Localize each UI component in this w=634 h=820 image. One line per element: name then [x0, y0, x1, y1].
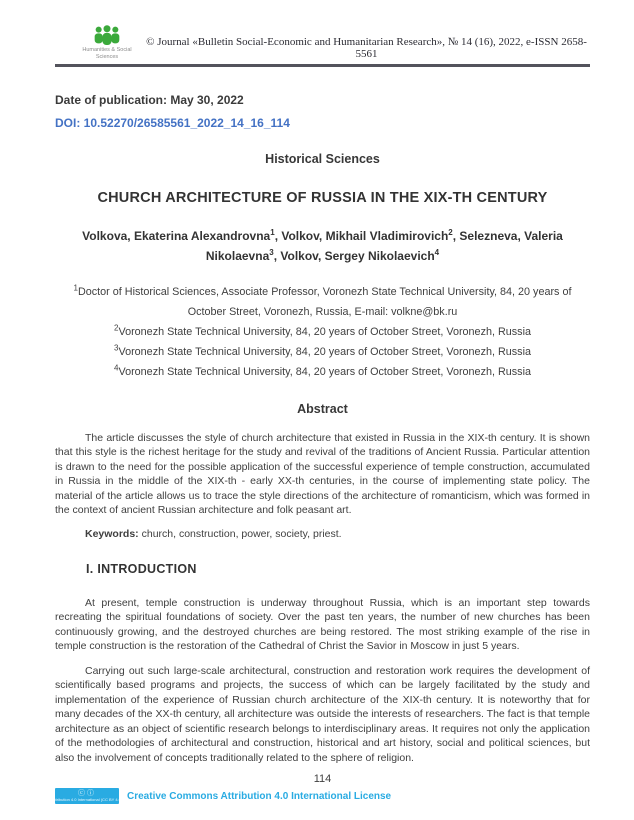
affiliation-text: Voronezh State Technical University, 84, 20 years of October Street, Voronezh, Russia	[118, 365, 531, 378]
affiliation-line	[55, 322, 590, 342]
creative-commons-badge-icon[interactable]	[51, 788, 123, 804]
author-name: Selezneva, Valeria Nikolaevna	[205, 228, 563, 263]
publication-date: Date of publication: May 30, 2022	[55, 92, 244, 107]
people-group-icon	[71, 24, 143, 46]
affiliation-line	[55, 282, 590, 322]
journal-title-line: © Journal «Bulletin Social-Economic and Humanitarian Research», № 14 (16), 2022, e-ISSN 2658-5561	[146, 35, 587, 60]
author-sup: 2	[448, 227, 453, 237]
cc-by-icons: ⓒⓘ	[78, 790, 96, 798]
author-name: Volkov, Sergey Nikolaevich	[280, 248, 435, 263]
cc-badge-caption: Attribution 4.0 International (CC BY 4.0)	[51, 797, 123, 803]
affiliations-block	[55, 282, 590, 382]
affiliation-text: Voronezh State Technical University, 84, 20 years of October Street, Voronezh, Russia	[118, 325, 531, 338]
doi-link[interactable]: DOI: 10.52270/26585561_2022_14_16_114	[55, 115, 290, 130]
author-name: Volkov, Mikhail Vladimirovich	[281, 228, 449, 243]
affiliation-text: Voronezh State Technical University, 84, 20 years of October Street, Voronezh, Russia	[118, 345, 531, 358]
journal-header	[55, 0, 590, 67]
affiliation-text: Doctor of Historical Sciences, Associate Professor, Voronezh State Technical University, 84, 20 years of October Street, Voronezh, Russia, E-mail: volkne@bk.ru	[77, 285, 572, 318]
author-sup: 3	[269, 247, 274, 257]
section-label: Historical Sciences	[265, 151, 380, 166]
logo-caption	[71, 47, 143, 61]
affiliation-line	[55, 342, 590, 362]
journal-logo	[71, 24, 143, 61]
license-link[interactable]: Creative Commons Attribution 4.0 International License	[127, 791, 392, 803]
logo-caption-line1: Humanities & Social	[82, 47, 132, 53]
introduction-paragraph: Carrying out such large-scale architectural, construction and restoration work requires the development of scientifically based programs and projects, the success of which can be largely facilitated by the study and implementation of the experience of Russian church architecture of the XIX-th century. It is noteworthy that for many decades of the XX-th century, all architecture was outside the interests of researchers. The fact is that temple architecture as an object of scientific research belongs to interdisciplinary areas. It requires not only the application of the methodologies of architectural and construction, historical and art history, social and political sciences, but also the involvement of concepts traditionally related to the sphere of religion.	[55, 664, 590, 764]
author-separator: ,	[452, 228, 460, 243]
author-separator: ,	[274, 228, 282, 243]
authors-line	[55, 226, 590, 266]
abstract-heading: Abstract	[297, 401, 348, 416]
license-row	[51, 788, 590, 804]
publication-meta	[55, 93, 590, 130]
logo-caption-line2: Sciences	[95, 53, 119, 60]
author-name: Volkova, Ekaterina Alexandrovna	[82, 228, 271, 243]
affiliation-line	[55, 362, 590, 382]
introduction-paragraph: At present, temple construction is underway throughout Russia, which is an important step towards recreating the spiritual foundations of society. Over the past ten years, the number of new churches has been continuously growing, and the destroyed churches are being restored. The most striking example of the rise in temple construction is the restoration of the Cathedral of Christ the Savior in Moscow in just 5 years.	[55, 596, 590, 653]
introduction-heading: I. INTRODUCTION	[86, 561, 197, 576]
affiliation-sup: 1	[73, 283, 78, 293]
affiliation-sup: 2	[114, 323, 119, 333]
keywords-line	[55, 528, 590, 540]
author	[281, 229, 459, 243]
abstract-body: The article discusses the style of church architecture that existed in Russia in the XIX-th century. It is shown that this style is the richest heritage for the study and revival of the traditions of Ancient Russia. Particular attention is drawn to the need for the possible application of the successful experience of temple construction, accumulated in Russia in the middle of the XIX-th - early XX-th centuries, in the course of implementing state policy. The material of the article allows us to trace the style directions of the architecture of romanticism, which was formed in the context of ancient Russian architecture and folk peasant art.	[55, 431, 590, 517]
author	[82, 229, 281, 243]
keywords-label: Keywords:	[85, 527, 139, 540]
affiliation-sup: 3	[114, 343, 119, 353]
author	[280, 249, 439, 263]
page-title: CHURCH ARCHITECTURE OF RUSSIA IN THE XIX-TH CENTURY	[97, 189, 548, 206]
affiliation-sup: 4	[114, 363, 119, 373]
author-separator: ,	[273, 248, 281, 263]
keywords-list: church, construction, power, society, priest.	[138, 527, 342, 540]
page-number: 114	[313, 773, 332, 786]
author-sup: 1	[270, 227, 275, 237]
author-sup: 4	[434, 247, 440, 257]
